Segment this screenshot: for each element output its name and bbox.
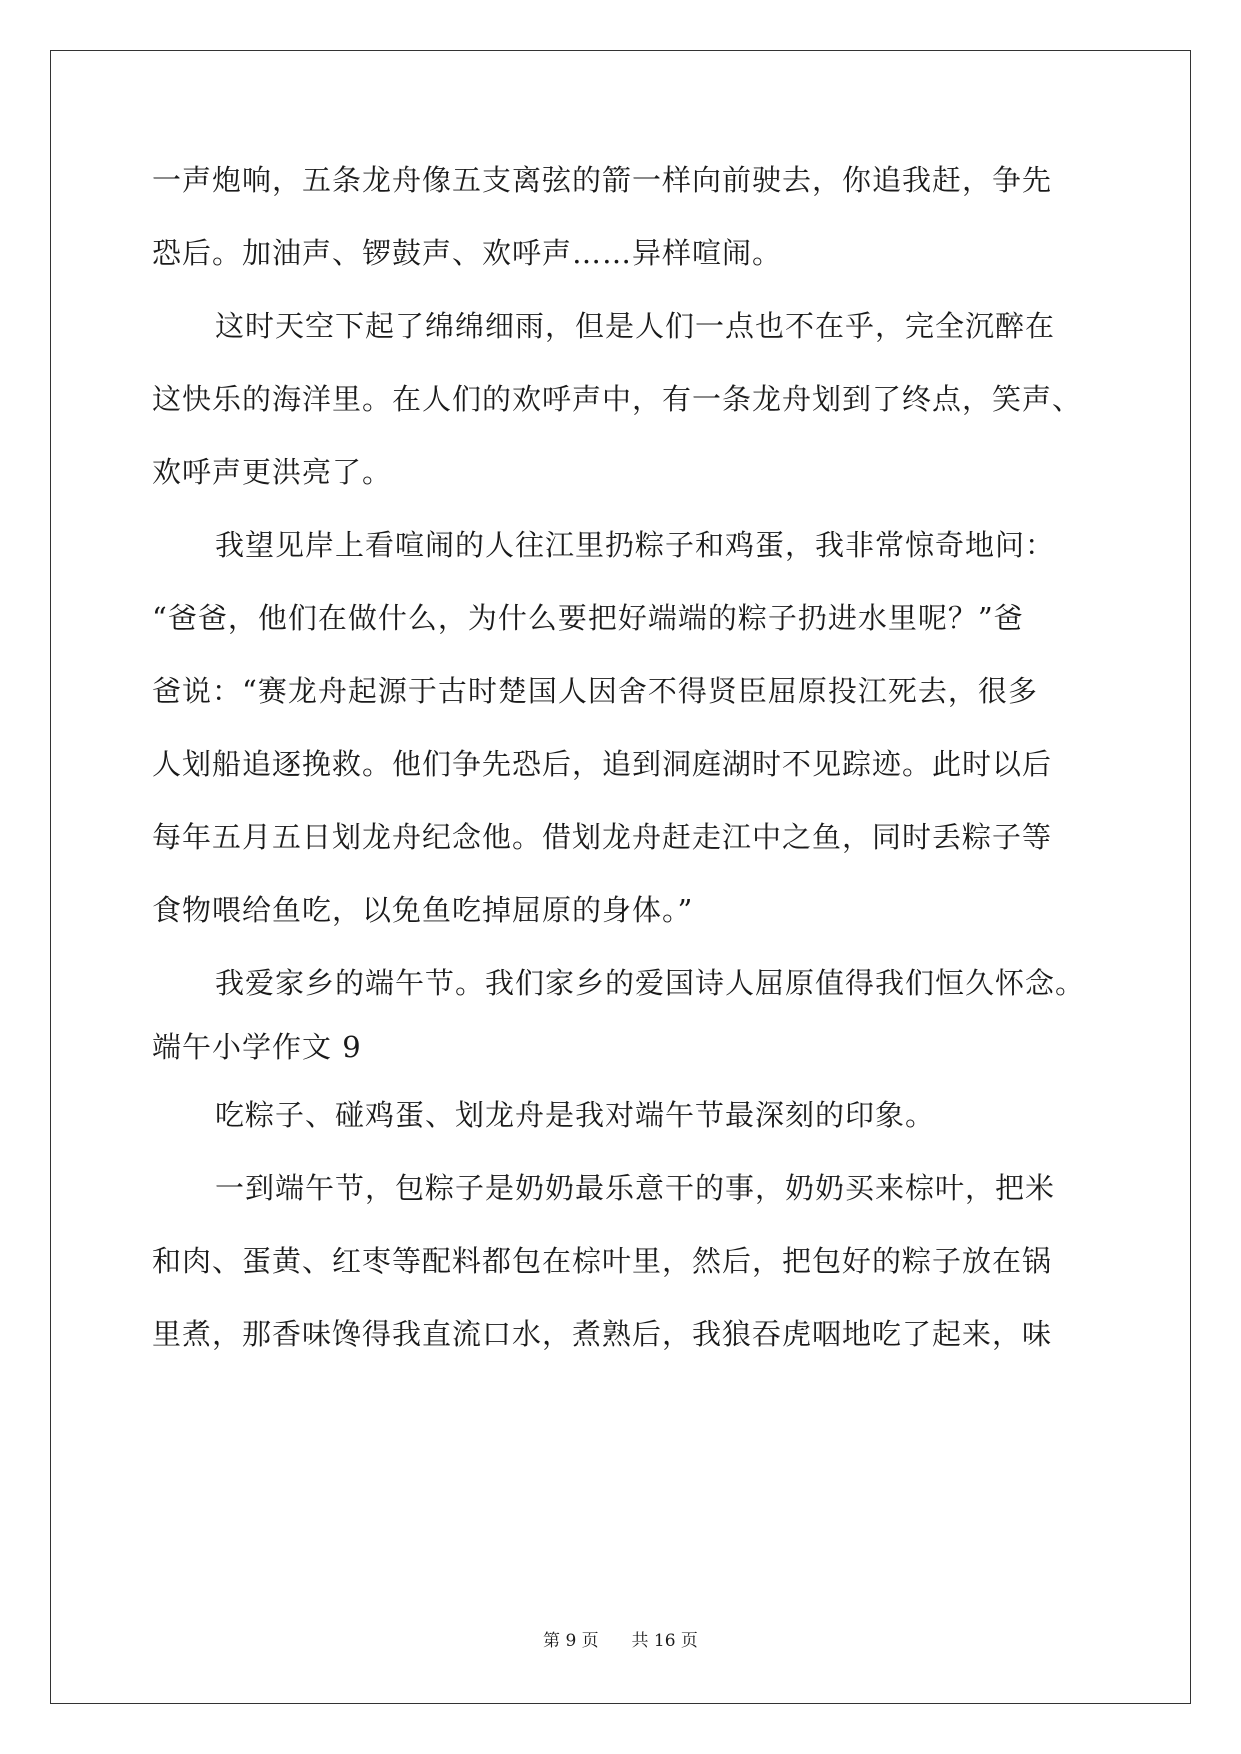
page-footer <box>0 1630 1241 1652</box>
text-line: 食物喂给鱼吃，以免鱼吃掉屈原的身体。” <box>152 893 694 927</box>
section-heading: 端午小学作文 9 <box>152 1030 362 1064</box>
text-line: 和肉、蛋黄、红枣等配料都包在棕叶里，然后，把包好的粽子放在锅 <box>152 1244 1053 1278</box>
text-line: 这时天空下起了绵绵细雨，但是人们一点也不在乎，完全沉醉在 <box>215 309 1056 343</box>
text-line: 欢呼声更洪亮了。 <box>152 455 393 489</box>
text-line: 一声炮响，五条龙舟像五支离弦的箭一样向前驶去，你追我赶，争先 <box>152 163 1053 197</box>
text-line: 我爱家乡的端午节。我们家乡的爱国诗人屈原值得我们恒久怀念。 <box>215 966 1086 1000</box>
text-line: 人划船追逐挽救。他们争先恐后，追到洞庭湖时不见踪迹。此时以后 <box>152 747 1053 781</box>
text-line: 这快乐的海洋里。在人们的欢呼声中，有一条龙舟划到了终点，笑声、 <box>152 382 1083 416</box>
page-total: 共 16 页 <box>631 1631 698 1651</box>
text-line: 一到端午节，包粽子是奶奶最乐意干的事，奶奶买来棕叶，把米 <box>215 1171 1056 1205</box>
text-line: 爸说：“赛龙舟起源于古时楚国人因舍不得贤臣屈原投江死去，很多 <box>152 674 1038 708</box>
page-border <box>50 50 1191 1704</box>
text-line: 每年五月五日划龙舟纪念他。借划龙舟赶走江中之鱼，同时丢粽子等 <box>152 820 1053 854</box>
text-line: 吃粽子、碰鸡蛋、划龙舟是我对端午节最深刻的印象。 <box>215 1098 936 1132</box>
text-line: 里煮，那香味馋得我直流口水，煮熟后，我狼吞虎咽地吃了起来，味 <box>152 1317 1053 1351</box>
page-number: 第 9 页 <box>543 1631 599 1651</box>
text-line: 恐后。加油声、锣鼓声、欢呼声……异样喧闹。 <box>152 236 783 270</box>
text-line: “爸爸，他们在做什么，为什么要把好端端的粽子扔进水里呢？”爸 <box>152 601 1024 635</box>
text-line: 我望见岸上看喧闹的人往江里扔粽子和鸡蛋，我非常惊奇地问： <box>215 528 1056 562</box>
